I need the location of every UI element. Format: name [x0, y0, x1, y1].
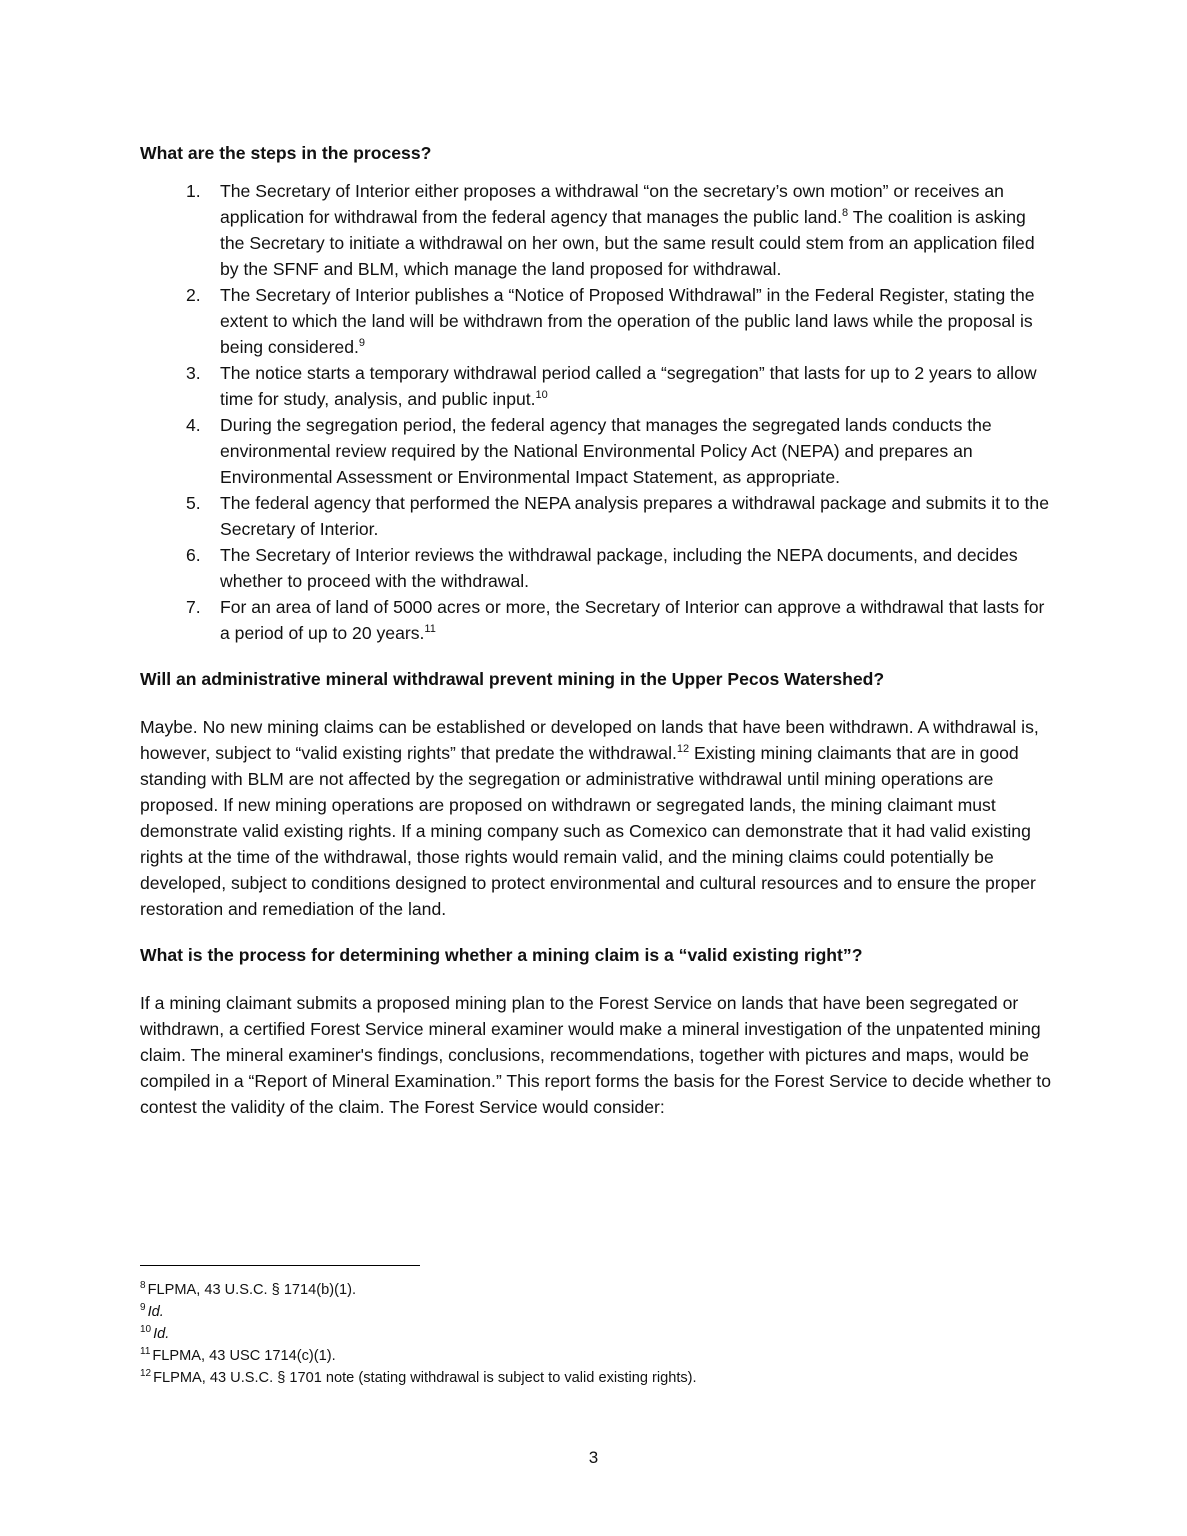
step-text: For an area of land of 5000 acres or more, the Secretary of Interior can approve a withdrawal that lasts for a period of up to 20 years.: [220, 597, 1045, 643]
paragraph-withdrawal: [140, 714, 1055, 922]
footnote: [140, 1345, 1055, 1367]
footnote-divider: [140, 1265, 420, 1266]
footnote: [140, 1367, 1055, 1389]
footnote: [140, 1323, 1055, 1345]
footnote-number: 10: [140, 1324, 152, 1336]
footnote-number: 9: [140, 1302, 146, 1314]
footnote: [140, 1279, 1055, 1301]
paragraph-process: If a mining claimant submits a proposed mining plan to the Forest Service on lands that have been segregated or withdrawn, a certified Forest Service mineral examiner would make a mineral investigation of the unpatented mining claim. The mineral examiner's findings, conclusions, recommendations, together with pictures and maps, would be compiled in a “Report of Mineral Examination.” This report forms the basis for the Forest Service to decide whether to contest the validity of the claim. The Forest Service would consider:: [140, 993, 1052, 1117]
paragraph-text: Maybe. No new mining claims can be established or developed on lands that have been withdrawn. A withdrawal is, however, subject to “valid existing rights” that predate the withdrawal.: [140, 717, 1039, 763]
footnote-number: 8: [140, 1280, 146, 1292]
paragraph-text-tail: Existing mining claimants that are in good standing with BLM are not affected by the segregation or administrative withdrawal until mining operations are proposed. If new mining operations are proposed on withdrawn or segregated lands, the mining claimant must demonstrate valid existing rights. If a mining company such as Comexico can demonstrate that it had valid existing rights at the time of the withdrawal, those rights would remain valid, and the mining claims could potentially be developed, subject to conditions designed to protect environmental and cultural resources and to ensure the proper restoration and remediation of the land.: [140, 743, 1036, 919]
footnote-text: Id.: [147, 1304, 164, 1320]
step-text: During the segregation period, the federal agency that manages the segregated lands conducts the environmental review required by the National Environmental Policy Act (NEPA) and prepares an Environmental Assessment or Environmental Impact Statement, as appropriate.: [220, 415, 992, 487]
step-number: 1.: [186, 181, 201, 201]
step-number: 2.: [186, 285, 201, 305]
footnote-ref[interactable]: 12: [676, 743, 690, 756]
footnotes: [140, 1279, 1055, 1389]
step-text: The Secretary of Interior either proposes a withdrawal “on the secretary’s own motion” or receives an application for withdrawal from the federal agency that manages the public land.: [220, 181, 1004, 227]
footnote-ref[interactable]: 11: [424, 623, 436, 636]
list-item: [140, 542, 1055, 594]
step-number: 6.: [186, 545, 201, 565]
footnote-ref[interactable]: 9: [358, 337, 366, 350]
heading-steps: What are the steps in the process?: [140, 143, 432, 163]
step-text: The Secretary of Interior reviews the withdrawal package, including the NEPA documents, and decides whether to proceed with the withdrawal.: [220, 545, 1018, 591]
heading-valid-existing-right: What is the process for determining whether a mining claim is a “valid existing right”?: [140, 945, 863, 965]
step-number: 5.: [186, 493, 201, 513]
footnote-ref[interactable]: 10: [535, 389, 548, 402]
step-number: 4.: [186, 415, 201, 435]
step-number: 3.: [186, 363, 201, 383]
steps-list: [140, 178, 1055, 646]
step-text: The federal agency that performed the NEPA analysis prepares a withdrawal package and submits it to the Secretary of Interior.: [220, 493, 1049, 539]
main-content: [140, 140, 1055, 1120]
footnote-text: FLPMA, 43 USC 1714(c)(1).: [152, 1348, 336, 1364]
step-text: The notice starts a temporary withdrawal period called a “segregation” that lasts for up to 2 years to allow time for study, analysis, and public input.: [220, 363, 1037, 409]
list-item: [140, 360, 1055, 412]
step-text: The Secretary of Interior publishes a “Notice of Proposed Withdrawal” in the Federal Register, stating the extent to which the land will be withdrawn from the operation of the public land laws while the proposal is being considered.: [220, 285, 1035, 357]
list-item: [140, 594, 1055, 646]
list-item: [140, 178, 1055, 282]
list-item: [140, 490, 1055, 542]
list-item: [140, 412, 1055, 490]
footnote-number: 12: [140, 1368, 152, 1380]
list-item: [140, 282, 1055, 360]
heading-withdrawal-prevent-mining: Will an administrative mineral withdrawal prevent mining in the Upper Pecos Watershed?: [140, 669, 885, 689]
page-number: 3: [588, 1448, 599, 1467]
footnote-text: FLPMA, 43 U.S.C. § 1701 note (stating withdrawal is subject to valid existing rights).: [153, 1370, 697, 1386]
footnote-number: 11: [140, 1346, 151, 1358]
footnote-ref[interactable]: 8: [842, 207, 849, 220]
footnote-text: Id.: [153, 1326, 170, 1342]
step-text-tail: The coalition is asking the Secretary to initiate a withdrawal on her own, but the same result could stem from an application filed by the SFNF and BLM, which manage the land proposed for withdrawal.: [220, 207, 1035, 279]
footnote: [140, 1301, 1055, 1323]
footnote-text: FLPMA, 43 U.S.C. § 1714(b)(1).: [147, 1282, 357, 1298]
step-number: 7.: [186, 597, 201, 617]
